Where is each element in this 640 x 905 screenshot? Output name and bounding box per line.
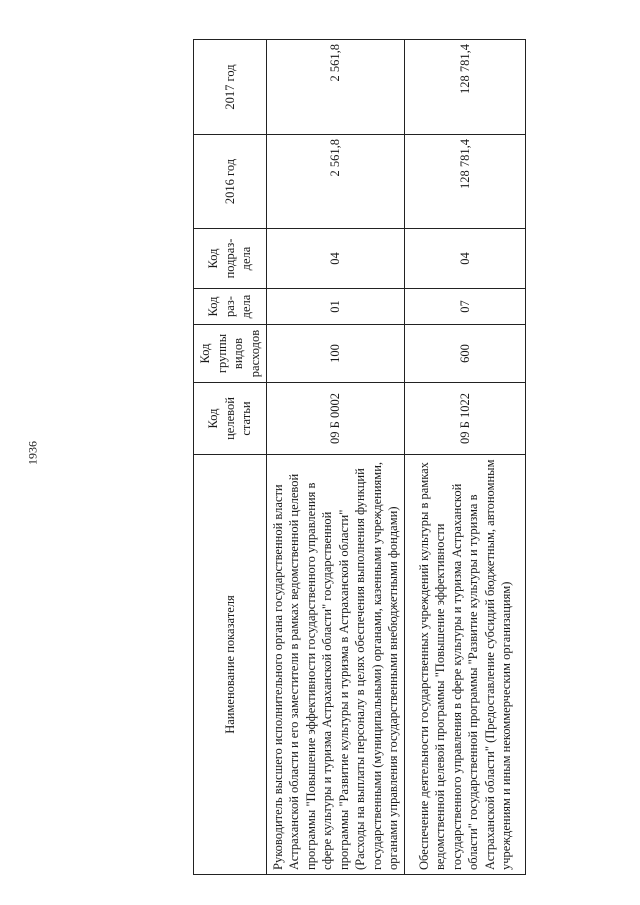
header-name: Наименование показателя xyxy=(194,455,267,875)
table-row xyxy=(405,40,526,875)
header-section-code: Код раз-дела xyxy=(194,289,267,325)
header-target-code: Код целевой статьи xyxy=(194,383,267,455)
row-amount-2017: 2 561,8 xyxy=(267,40,405,135)
row-expense-group-code: 600 xyxy=(405,325,526,383)
row-subsection-code: 04 xyxy=(267,229,405,289)
header-year-2017: 2017 год xyxy=(194,40,267,135)
row-section-code: 01 xyxy=(267,289,405,325)
row-target-code: 09 Б 1022 xyxy=(405,383,526,455)
row-section-code: 07 xyxy=(405,289,526,325)
header-year-2016: 2016 год xyxy=(194,135,267,229)
page-number: 1936 xyxy=(25,441,40,465)
table-row xyxy=(267,40,405,875)
row-target-code: 09 Б 0002 xyxy=(267,383,405,455)
row-subsection-code: 04 xyxy=(405,229,526,289)
row-expense-group-code: 100 xyxy=(267,325,405,383)
rotated-table-container xyxy=(193,40,524,875)
row-name: Обеспечение деятельности государственных учреждений культуры в рамках ведомственной целевой программы "Повышение эффективности государственного управления в сфере культуры и туризма Астраханской области" государственной программы "Развитие культуры и туризма в Астраханской области" (Предоставление субсидий бюджетным, автономным учреждениям и иным некоммерческим организациям) xyxy=(405,455,526,875)
table-header-row xyxy=(194,40,267,875)
budget-table xyxy=(193,39,526,875)
row-amount-2017: 128 781,4 xyxy=(405,40,526,135)
header-subsection-code: Код подраз-дела xyxy=(194,229,267,289)
row-amount-2016: 128 781,4 xyxy=(405,135,526,229)
row-name: Руководитель высшего исполнительного органа государственной власти Астраханской области и его заместители в рамках ведомственной целевой программы "Повышение эффективности государственного управления в сфере культуры и туризма Астраханской области" государственной программы "Развитие культуры и туризма в Астраханской области" (Расходы на выплаты персоналу в целях обеспечения выполнения функций государственными (муниципальными) органами, казенными учреждениями, органами управления государственными внебюджетными фондами) xyxy=(267,455,405,875)
header-expense-group-code: Код группы видов расходов xyxy=(194,325,267,383)
row-amount-2016: 2 561,8 xyxy=(267,135,405,229)
